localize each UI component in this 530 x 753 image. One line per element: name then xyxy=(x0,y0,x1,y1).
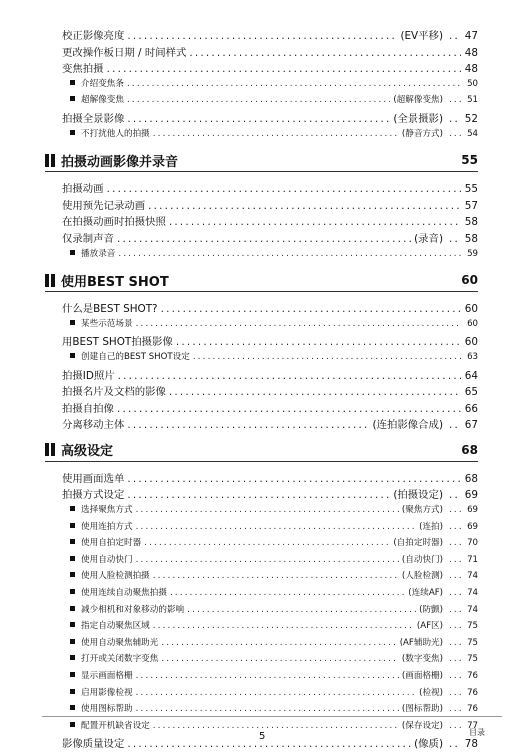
entry-title: 配置开机缺省设定 xyxy=(81,720,150,731)
square-bullet-icon xyxy=(70,639,75,644)
entry-page: 59 xyxy=(467,248,478,259)
toc-entry[interactable] xyxy=(62,470,478,487)
toc-entry[interactable] xyxy=(62,230,478,247)
dot-leader xyxy=(153,129,399,139)
dot-leader xyxy=(449,704,461,714)
entry-title: 使用自拍定时器 xyxy=(81,538,142,549)
toc-entry[interactable] xyxy=(62,213,478,230)
dot-leader xyxy=(449,588,461,598)
entry-title: 介绍变焦条 xyxy=(81,78,124,89)
square-bullet-icon xyxy=(70,655,75,660)
entry-title: 使用连拍方式 xyxy=(81,521,133,532)
marker-bar xyxy=(51,154,55,167)
dot-leader xyxy=(449,233,461,245)
toc-subentry[interactable] xyxy=(62,247,478,264)
toc-subentry[interactable] xyxy=(62,520,478,537)
entry-title: 拍摄名片及文档的影像 xyxy=(62,386,166,399)
entry-note: (EV平移) xyxy=(400,30,443,42)
dot-leader xyxy=(127,419,369,431)
toc-subentry[interactable] xyxy=(62,350,478,367)
dot-leader xyxy=(449,538,461,548)
entry-title: 使用连续自动聚焦拍摄 xyxy=(81,588,167,599)
entry-page: 66 xyxy=(464,402,478,415)
dot-leader xyxy=(136,704,399,714)
entry-page: 51 xyxy=(467,95,478,106)
dot-leader xyxy=(117,403,461,415)
toc-subentry[interactable] xyxy=(62,619,478,636)
entry-page: 55 xyxy=(464,183,478,196)
entry-note: (像质) xyxy=(414,738,443,751)
entry-title: 影像质量设定 xyxy=(62,738,125,751)
footer-tag: 目录 xyxy=(469,728,485,737)
square-bullet-icon xyxy=(70,705,75,710)
dot-leader xyxy=(117,233,411,245)
dot-leader xyxy=(161,654,399,664)
dot-leader xyxy=(449,721,461,731)
entry-title: 某些示范场景 xyxy=(81,318,133,329)
entry-title: 在拍摄动画时拍摄快照 xyxy=(62,216,166,229)
entry-title: 减少相机和对象移动的影响 xyxy=(81,604,185,615)
dot-leader xyxy=(153,621,414,631)
table-of-contents xyxy=(62,27,478,752)
entry-page: 67 xyxy=(464,419,478,432)
section-marker-icon xyxy=(45,154,55,167)
dot-leader xyxy=(449,522,461,532)
entry-title: 仅录制声音 xyxy=(62,232,114,245)
dot-leader xyxy=(118,370,461,382)
section-page: 68 xyxy=(461,442,478,457)
entry-page: 76 xyxy=(467,704,478,715)
toc-subentry[interactable] xyxy=(62,686,478,703)
toc-entry[interactable] xyxy=(62,27,478,44)
dot-leader xyxy=(161,303,461,315)
dot-leader xyxy=(136,522,417,532)
toc-subentry[interactable] xyxy=(62,317,478,334)
dot-leader xyxy=(136,505,399,515)
entry-note: (防颤) xyxy=(419,604,443,615)
entry-title: 拍摄全景影像 xyxy=(62,112,125,125)
entry-title: 变焦拍摄 xyxy=(62,63,104,76)
marker-bar xyxy=(45,274,49,287)
entry-note: (静音方式) xyxy=(401,128,443,139)
toc-entry[interactable] xyxy=(62,60,478,77)
entry-page: 60 xyxy=(464,336,478,349)
toc-entry[interactable] xyxy=(62,416,478,433)
dot-leader xyxy=(153,571,399,581)
entry-page: 58 xyxy=(464,216,478,229)
square-bullet-icon xyxy=(70,523,75,528)
toc-entry[interactable] xyxy=(62,383,478,400)
entry-title: 选择聚焦方式 xyxy=(81,505,133,516)
entry-note: (AF辅助光) xyxy=(399,637,443,648)
entry-title: 显示画面格栅 xyxy=(81,671,133,681)
entry-title: 使用自动聚焦辅助光 xyxy=(81,637,159,648)
dot-leader xyxy=(449,419,461,431)
dot-leader xyxy=(449,571,461,581)
entry-title: 播放录音 xyxy=(81,248,116,259)
entry-page: 60 xyxy=(464,303,478,316)
entry-note: (检视) xyxy=(419,687,443,698)
entry-title: 使用自动快门 xyxy=(81,554,133,565)
entry-page: 76 xyxy=(467,687,478,698)
toc-entry[interactable] xyxy=(62,180,478,197)
entry-note: (保存设定) xyxy=(401,720,443,731)
entry-page: 68 xyxy=(464,472,478,485)
entry-page: 57 xyxy=(464,199,478,212)
dot-leader xyxy=(127,473,461,485)
toc-entry[interactable] xyxy=(62,44,478,61)
dot-leader xyxy=(107,63,461,75)
section-marker-icon xyxy=(45,443,55,456)
section-header xyxy=(45,269,478,292)
dot-leader xyxy=(449,638,461,648)
entry-page: 50 xyxy=(467,78,478,89)
entry-title: 使用预先记录动画 xyxy=(62,199,146,212)
toc-subentry[interactable] xyxy=(62,127,478,144)
dot-leader xyxy=(449,654,461,664)
square-bullet-icon xyxy=(70,96,75,101)
entry-title: 打开或关闭数字变焦 xyxy=(81,654,159,665)
entry-title: 使用图标帮助 xyxy=(81,704,133,715)
entry-title: 更改操作板日期 / 时间样式 xyxy=(62,46,187,59)
square-bullet-icon xyxy=(70,622,75,627)
dot-leader xyxy=(449,489,461,501)
dot-leader xyxy=(187,605,416,615)
dot-leader xyxy=(144,538,390,548)
square-bullet-icon xyxy=(70,250,75,255)
dot-leader xyxy=(449,95,461,105)
dot-leader xyxy=(449,129,461,139)
toc-subentry[interactable] xyxy=(62,77,478,94)
entry-page: 71 xyxy=(467,554,478,565)
entry-note: (连拍) xyxy=(419,521,443,532)
dot-leader xyxy=(449,738,461,750)
section-title: 拍摄动画影像并录音 xyxy=(61,154,179,170)
entry-page: 75 xyxy=(467,621,478,632)
section-page: 55 xyxy=(461,153,478,168)
dot-leader xyxy=(449,671,461,681)
toc-entry[interactable] xyxy=(62,110,478,127)
entry-page: 60 xyxy=(467,318,478,329)
toc-entry[interactable] xyxy=(62,300,478,317)
entry-note: (录音) xyxy=(414,232,443,245)
dot-leader xyxy=(169,386,461,398)
toc-subentry[interactable] xyxy=(62,553,478,570)
entry-title: 使用画面选单 xyxy=(62,472,125,485)
marker-bar xyxy=(45,443,49,456)
section-marker-icon xyxy=(45,274,55,287)
entry-page: 74 xyxy=(467,604,478,615)
entry-page: 64 xyxy=(464,369,478,382)
dot-leader xyxy=(449,113,461,125)
dot-leader xyxy=(449,621,461,631)
entry-title: 拍摄ID照片 xyxy=(62,369,115,382)
section-header xyxy=(45,149,478,172)
dot-leader xyxy=(449,688,461,698)
entry-page: 78 xyxy=(464,738,478,751)
section-header xyxy=(45,439,478,462)
toc-entry[interactable] xyxy=(62,367,478,384)
entry-title: 拍摄自拍像 xyxy=(62,402,114,415)
entry-title: 分离移动主体 xyxy=(62,419,125,432)
toc-subentry[interactable] xyxy=(62,586,478,603)
entry-note: (图标帮助) xyxy=(401,704,443,715)
entry-note: (人脸检测) xyxy=(401,571,443,582)
marker-bar xyxy=(51,443,55,456)
square-bullet-icon xyxy=(70,130,75,135)
dot-leader xyxy=(127,738,411,750)
dot-leader xyxy=(170,588,405,598)
entry-page: 54 xyxy=(467,128,478,139)
dot-leader xyxy=(449,505,461,515)
entry-title: 什么是BEST SHOT? xyxy=(62,303,158,316)
entry-page: 74 xyxy=(467,571,478,582)
dot-leader xyxy=(449,30,461,42)
entry-page: 65 xyxy=(464,386,478,399)
dot-leader xyxy=(136,555,399,565)
dot-leader xyxy=(189,47,461,59)
toc-subentry[interactable] xyxy=(62,652,478,669)
section-page: 60 xyxy=(461,273,478,288)
entry-note: (自拍定时器) xyxy=(393,538,443,549)
dot-leader xyxy=(449,605,461,615)
entry-page: 48 xyxy=(464,46,478,59)
dot-leader xyxy=(193,352,461,362)
square-bullet-icon xyxy=(70,589,75,594)
entry-title: 用BEST SHOT拍摄影像 xyxy=(62,336,173,349)
dot-leader xyxy=(136,671,399,681)
dot-leader xyxy=(127,79,461,89)
entry-title: 创建自己的BEST SHOT设定 xyxy=(81,351,190,362)
entry-page: 58 xyxy=(464,232,478,245)
toc-entry[interactable] xyxy=(62,333,478,350)
dot-leader xyxy=(127,30,397,42)
entry-title: 启用影像检视 xyxy=(81,687,133,698)
toc-subentry[interactable] xyxy=(62,719,478,736)
square-bullet-icon xyxy=(70,353,75,358)
dot-leader xyxy=(107,183,461,195)
dot-leader xyxy=(148,200,461,212)
entry-page: 69 xyxy=(467,505,478,516)
entry-title: 指定自动聚焦区域 xyxy=(81,621,150,632)
toc-subentry[interactable] xyxy=(62,636,478,653)
toc-subentry[interactable] xyxy=(62,669,478,686)
entry-note: (全景摄影) xyxy=(393,112,443,125)
dot-leader xyxy=(449,555,461,565)
entry-title: 校正影像亮度 xyxy=(62,30,125,42)
square-bullet-icon xyxy=(70,722,75,727)
entry-title: 拍摄动画 xyxy=(62,183,104,196)
entry-note: (AF区) xyxy=(416,621,443,632)
square-bullet-icon xyxy=(70,539,75,544)
toc-entry[interactable] xyxy=(62,400,478,417)
entry-note: (数字变焦) xyxy=(401,654,443,665)
dot-leader xyxy=(127,95,390,105)
square-bullet-icon xyxy=(70,320,75,325)
entry-note: (超解像变焦) xyxy=(393,95,443,106)
entry-page: 63 xyxy=(467,351,478,362)
entry-page: 69 xyxy=(467,521,478,532)
entry-note: (聚焦方式) xyxy=(401,505,443,516)
page-number: 5 xyxy=(259,731,266,742)
entry-page: 52 xyxy=(464,112,478,125)
marker-bar xyxy=(51,274,55,287)
entry-page: 76 xyxy=(467,671,478,681)
entry-page: 75 xyxy=(467,637,478,648)
dot-leader xyxy=(127,113,390,125)
square-bullet-icon xyxy=(70,80,75,85)
entry-title: 不打扰他人的拍摄 xyxy=(81,128,150,139)
square-bullet-icon xyxy=(70,572,75,577)
toc-entry[interactable] xyxy=(62,486,478,503)
square-bullet-icon xyxy=(70,556,75,561)
toc-subentry[interactable] xyxy=(62,93,478,110)
toc-entry[interactable] xyxy=(62,197,478,214)
section-title: 使用BEST SHOT xyxy=(61,274,169,290)
toc-subentry[interactable] xyxy=(62,603,478,620)
square-bullet-icon xyxy=(70,689,75,694)
entry-title: 超解像变焦 xyxy=(81,95,124,106)
entry-page: 48 xyxy=(464,63,478,76)
entry-title: 拍摄方式设定 xyxy=(62,489,125,502)
entry-note: (拍摄设定) xyxy=(393,489,443,502)
dot-leader xyxy=(153,721,399,731)
dot-leader xyxy=(136,688,417,698)
entry-page: 69 xyxy=(464,489,478,502)
entry-note: (连续AF) xyxy=(408,588,443,599)
dot-leader xyxy=(176,336,461,348)
entry-note: (画面格栅) xyxy=(401,671,443,681)
entry-page: 75 xyxy=(467,654,478,665)
toc-entry[interactable] xyxy=(62,735,478,752)
square-bullet-icon xyxy=(70,506,75,511)
footer-divider xyxy=(42,716,502,717)
dot-leader xyxy=(118,249,461,259)
square-bullet-icon xyxy=(70,606,75,611)
dot-leader xyxy=(127,489,390,501)
dot-leader xyxy=(161,638,396,648)
dot-leader xyxy=(136,319,461,329)
toc-subentry[interactable] xyxy=(62,536,478,553)
entry-page: 47 xyxy=(464,30,478,42)
entry-page: 77 xyxy=(467,720,478,731)
marker-bar xyxy=(45,154,49,167)
section-title: 高级设定 xyxy=(61,444,114,460)
toc-subentry[interactable] xyxy=(62,569,478,586)
entry-page: 74 xyxy=(467,588,478,599)
entry-page: 70 xyxy=(467,538,478,549)
square-bullet-icon xyxy=(70,672,75,677)
entry-title: 使用人脸检测拍摄 xyxy=(81,571,150,582)
entry-note: (连拍影像合成) xyxy=(372,419,443,432)
toc-subentry[interactable] xyxy=(62,503,478,520)
entry-note: (自动快门) xyxy=(401,554,443,565)
dot-leader xyxy=(169,216,461,228)
